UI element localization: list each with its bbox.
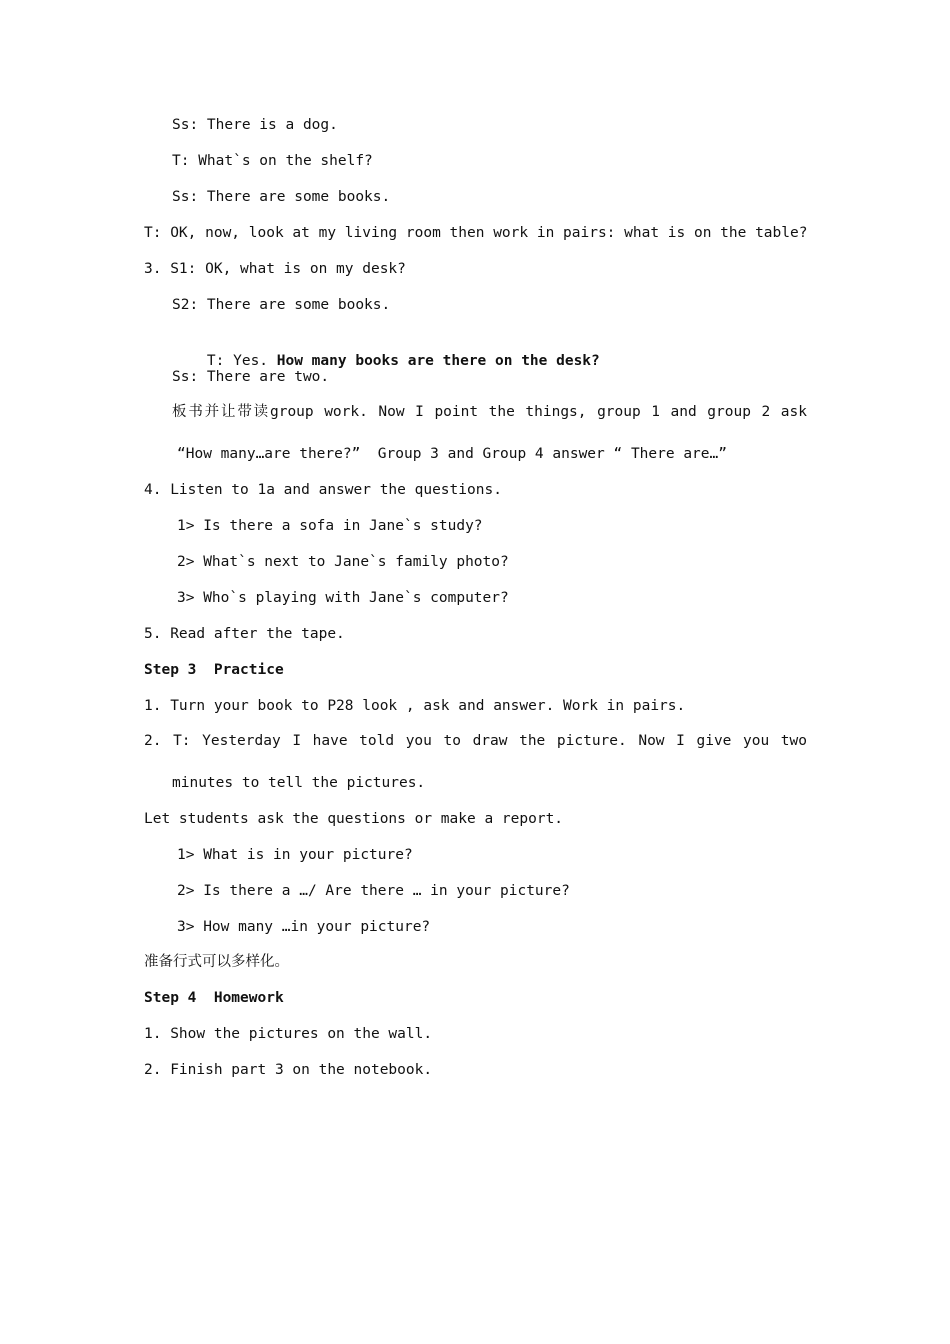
key-question: How many books are there on the desk? [276, 353, 600, 369]
numbered-item: 2. T: Yesterday I have told you to draw the picture. Now I give you two [144, 733, 807, 749]
numbered-item: 4. Listen to 1a and answer the questions. [144, 482, 502, 498]
numbered-item: 1. Turn your book to P28 look , ask and answer. Work in pairs. [144, 698, 686, 714]
dialogue-line: T: What`s on the shelf? [172, 153, 373, 169]
question-item: 3> How many …in your picture? [177, 919, 431, 935]
dialogue-line: Ss: There are two. [172, 369, 330, 385]
dialogue-line: S2: There are some books. [172, 297, 391, 313]
question-item: 2> Is there a …/ Are there … in your picture? [177, 883, 570, 899]
instruction-text: group work. Now I point the things, group 1 and group 2 ask [269, 404, 807, 420]
question-item: 1> What is in your picture? [177, 847, 413, 863]
chinese-note: 板书并让带读 [172, 404, 270, 420]
question-item: 2> What`s next to Jane`s family photo? [177, 554, 509, 570]
numbered-item: 5. Read after the tape. [144, 626, 345, 642]
chinese-note: 准备行式可以多样化。 [144, 954, 289, 970]
numbered-item: 2. Finish part 3 on the notebook. [144, 1062, 433, 1078]
instruction-line [172, 402, 807, 422]
question-item: 3> Who`s playing with Jane`s computer? [177, 590, 509, 606]
instruction-line: “How many…are there?” Group 3 and Group 4 answer “ There are…” [177, 446, 727, 462]
instruction-line: Let students ask the questions or make a report. [144, 811, 564, 827]
section-heading: Step 4 Homework [144, 990, 284, 1006]
numbered-item-continued: minutes to tell the pictures. [172, 775, 426, 791]
dialogue-line: Ss: There are some books. [172, 189, 391, 205]
section-heading: Step 3 Practice [144, 662, 284, 678]
question-item: 1> Is there a sofa in Jane`s study? [177, 518, 483, 534]
numbered-item: 1. Show the pictures on the wall. [144, 1026, 433, 1042]
dialogue-speaker: T: Yes. [206, 353, 277, 369]
numbered-item: 3. S1: OK, what is on my desk? [144, 261, 406, 277]
instruction-line: T: OK, now, look at my living room then work in pairs: what is on the table? [144, 225, 808, 241]
dialogue-line: Ss: There is a dog. [172, 117, 338, 133]
